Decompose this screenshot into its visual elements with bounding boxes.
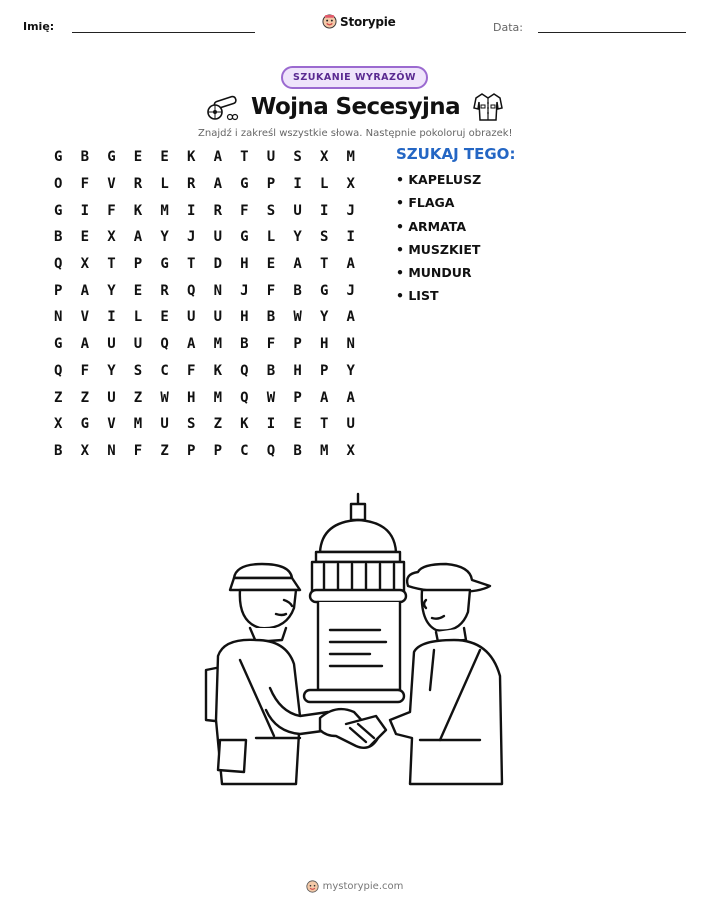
grid-letter[interactable]: A [293, 256, 302, 273]
instructions-text: Znajdź i zakreśl wszystkie słowa. Następnie pokoloruj obrazek! [198, 128, 513, 139]
grid-letter[interactable]: U [266, 149, 276, 166]
grid-letter[interactable]: Q [186, 282, 196, 299]
word-list-item: • FLAGA [396, 195, 455, 211]
grid-letter[interactable]: U [213, 229, 222, 246]
grid-letter[interactable]: Q [160, 336, 169, 353]
grid-letter[interactable]: C [160, 362, 169, 379]
grid-letter[interactable]: R [186, 176, 196, 193]
grid-letter[interactable]: X [80, 442, 90, 459]
grid-letter[interactable]: U [107, 336, 116, 353]
grid-letter[interactable]: Q [240, 389, 249, 406]
grid-letter[interactable]: M [213, 336, 222, 353]
grid-letter[interactable]: M [213, 389, 222, 406]
grid-letter[interactable]: Y [107, 362, 116, 379]
date-label: Data: [493, 21, 523, 34]
grid-letter[interactable]: M [160, 202, 169, 219]
grid-letter[interactable]: S [319, 229, 329, 246]
grid-letter[interactable]: I [107, 309, 116, 326]
grid-letter[interactable]: Q [266, 442, 276, 459]
grid-row [54, 411, 373, 438]
grid-letter[interactable]: G [319, 282, 329, 299]
grid-letter[interactable]: P [319, 362, 329, 379]
page-title: Wojna Secesyjna [251, 94, 460, 120]
grid-row [54, 224, 373, 251]
grid-letter[interactable]: G [107, 149, 116, 166]
grid-letter[interactable]: A [213, 149, 222, 166]
grid-letter[interactable]: P [54, 282, 63, 299]
grid-letter[interactable]: M [319, 442, 329, 459]
grid-letter[interactable]: Q [54, 362, 63, 379]
grid-letter[interactable]: E [266, 256, 276, 273]
grid-letter[interactable]: B [80, 149, 90, 166]
grid-letter[interactable]: U [293, 202, 302, 219]
date-line[interactable] [538, 32, 686, 33]
grid-row [54, 331, 373, 358]
cannon-icon [205, 93, 239, 121]
grid-letter[interactable]: X [319, 149, 329, 166]
grid-letter[interactable]: N [213, 282, 222, 299]
grid-letter[interactable]: G [54, 149, 63, 166]
word-list-item: • MUNDUR [396, 265, 472, 281]
grid-letter[interactable]: J [240, 282, 249, 299]
grid-letter[interactable]: A [80, 336, 90, 353]
grid-letter[interactable]: F [80, 176, 90, 193]
grid-letter[interactable]: B [54, 229, 63, 246]
grid-letter[interactable]: I [293, 176, 302, 193]
title-row [0, 92, 709, 122]
grid-letter[interactable]: X [107, 229, 116, 246]
grid-letter[interactable]: L [133, 309, 143, 326]
grid-letter[interactable]: D [213, 256, 222, 273]
grid-letter[interactable]: M [133, 416, 143, 433]
grid-letter[interactable]: P [186, 442, 196, 459]
grid-row [54, 197, 373, 224]
grid-letter[interactable]: T [319, 256, 329, 273]
grid-letter[interactable]: Z [213, 416, 222, 433]
grid-row [54, 384, 373, 411]
name-label: Imię: [23, 20, 55, 33]
grid-letter[interactable]: K [213, 362, 222, 379]
grid-letter[interactable]: B [266, 362, 276, 379]
grid-letter[interactable]: P [293, 389, 302, 406]
grid-letter[interactable]: I [319, 202, 329, 219]
grid-letter[interactable]: E [293, 416, 302, 433]
grid-letter[interactable]: H [293, 362, 302, 379]
grid-letter[interactable]: A [186, 336, 196, 353]
grid-letter[interactable]: W [160, 389, 169, 406]
grid-letter[interactable]: F [240, 202, 249, 219]
grid-letter[interactable]: B [293, 282, 302, 299]
grid-letter[interactable]: H [319, 336, 329, 353]
grid-letter[interactable]: A [80, 282, 90, 299]
grid-letter[interactable]: O [54, 176, 63, 193]
word-list-title: SZUKAJ TEGO: [396, 145, 516, 163]
grid-letter[interactable]: Z [133, 389, 143, 406]
grid-letter[interactable]: G [80, 416, 90, 433]
grid-letter[interactable]: J [346, 202, 355, 219]
coloring-illustration [200, 490, 510, 790]
grid-letter[interactable]: E [160, 149, 169, 166]
handshake-icon [320, 709, 386, 748]
grid-row [54, 171, 373, 198]
grid-letter[interactable]: S [186, 416, 196, 433]
grid-letter[interactable]: Y [160, 229, 169, 246]
grid-letter[interactable]: U [213, 309, 222, 326]
word-search-grid[interactable] [54, 144, 373, 464]
grid-letter[interactable]: U [186, 309, 196, 326]
grid-letter[interactable]: X [54, 416, 63, 433]
grid-row [54, 304, 373, 331]
uniform-shirt-icon [472, 92, 504, 122]
grid-letter[interactable]: B [266, 309, 276, 326]
grid-letter[interactable]: A [346, 389, 355, 406]
grid-letter[interactable]: E [133, 149, 143, 166]
grid-letter[interactable]: K [186, 149, 196, 166]
storypie-mascot-icon [306, 880, 319, 893]
grid-letter[interactable]: Y [346, 362, 355, 379]
grid-letter[interactable]: F [266, 336, 276, 353]
grid-letter[interactable]: M [346, 149, 355, 166]
grid-letter[interactable]: U [133, 336, 143, 353]
grid-letter[interactable]: R [160, 282, 169, 299]
grid-letter[interactable]: V [107, 416, 116, 433]
grid-letter[interactable]: Z [160, 442, 169, 459]
grid-letter[interactable]: G [240, 176, 249, 193]
grid-letter[interactable]: S [266, 202, 276, 219]
grid-letter[interactable]: K [133, 202, 143, 219]
grid-letter[interactable]: G [160, 256, 169, 273]
grid-letter[interactable]: E [160, 309, 169, 326]
grid-letter[interactable]: K [240, 416, 249, 433]
grid-letter[interactable]: H [240, 256, 249, 273]
grid-letter[interactable]: Y [319, 309, 329, 326]
grid-letter[interactable]: P [133, 256, 143, 273]
grid-letter[interactable]: L [266, 229, 276, 246]
grid-row [54, 438, 373, 465]
footer [306, 880, 404, 893]
grid-letter[interactable]: A [346, 256, 355, 273]
grid-letter[interactable]: N [107, 442, 116, 459]
grid-letter[interactable]: C [240, 442, 249, 459]
grid-letter[interactable]: X [80, 256, 90, 273]
grid-letter[interactable]: I [266, 416, 276, 433]
footer-url[interactable]: mystorypie.com [322, 881, 404, 892]
grid-row [54, 277, 373, 304]
grid-letter[interactable]: P [293, 336, 302, 353]
grid-letter[interactable]: P [266, 176, 276, 193]
scroll-document-icon [304, 590, 406, 702]
grid-letter[interactable]: G [240, 229, 249, 246]
grid-letter[interactable]: F [133, 442, 143, 459]
grid-letter[interactable]: R [213, 202, 222, 219]
grid-letter[interactable]: J [186, 229, 196, 246]
grid-letter[interactable]: A [133, 229, 143, 246]
grid-letter[interactable]: G [54, 336, 63, 353]
word-list-item: • MUSZKIET [396, 241, 481, 257]
grid-letter[interactable]: B [240, 336, 249, 353]
grid-letter[interactable]: R [133, 176, 143, 193]
grid-letter[interactable]: U [160, 416, 169, 433]
word-list-item: • KAPELUSZ [396, 172, 482, 187]
grid-letter[interactable]: X [346, 176, 355, 193]
grid-letter[interactable]: E [80, 229, 90, 246]
grid-letter[interactable]: U [107, 389, 116, 406]
name-line[interactable] [72, 32, 255, 33]
grid-letter[interactable]: A [346, 309, 355, 326]
grid-letter[interactable]: W [293, 309, 302, 326]
brand-logo [322, 14, 396, 29]
grid-letter[interactable]: W [266, 389, 276, 406]
grid-letter[interactable]: T [319, 416, 329, 433]
grid-letter[interactable]: T [107, 256, 116, 273]
grid-letter[interactable]: I [186, 202, 196, 219]
grid-letter[interactable]: B [54, 442, 63, 459]
grid-letter[interactable]: Y [107, 282, 116, 299]
grid-row [54, 144, 373, 171]
grid-letter[interactable]: I [346, 229, 355, 246]
grid-letter[interactable]: F [107, 202, 116, 219]
brand-name: Storypie [340, 14, 396, 29]
grid-letter[interactable]: X [346, 442, 355, 459]
grid-letter[interactable]: Z [54, 389, 63, 406]
grid-row [54, 251, 373, 278]
grid-letter[interactable]: Q [54, 256, 63, 273]
grid-letter[interactable]: L [319, 176, 329, 193]
grid-letter[interactable]: T [240, 149, 249, 166]
grid-letter[interactable]: Z [80, 389, 90, 406]
word-list-item: • LIST [396, 288, 439, 304]
activity-badge: SZUKANIE WYRAZÓW [281, 66, 428, 89]
grid-letter[interactable]: V [107, 176, 116, 193]
storypie-mascot-icon [322, 14, 337, 29]
grid-letter[interactable]: S [133, 362, 143, 379]
grid-letter[interactable]: B [293, 442, 302, 459]
grid-letter[interactable]: G [54, 202, 63, 219]
grid-letter[interactable]: N [54, 309, 63, 326]
word-list-item: • ARMATA [396, 218, 467, 234]
capitol-dome-icon [312, 494, 404, 592]
grid-letter[interactable]: I [80, 202, 90, 219]
grid-letter[interactable]: L [160, 176, 169, 193]
grid-letter[interactable]: A [213, 176, 222, 193]
grid-letter[interactable]: F [80, 362, 90, 379]
grid-letter[interactable]: V [80, 309, 90, 326]
grid-letter[interactable]: Y [293, 229, 302, 246]
grid-letter[interactable]: A [319, 389, 329, 406]
grid-letter[interactable]: H [240, 309, 249, 326]
grid-letter[interactable]: E [133, 282, 143, 299]
grid-letter[interactable]: T [186, 256, 196, 273]
grid-letter[interactable]: N [346, 336, 355, 353]
grid-letter[interactable]: F [266, 282, 276, 299]
grid-letter[interactable]: P [213, 442, 222, 459]
grid-letter[interactable]: F [186, 362, 196, 379]
grid-letter[interactable]: U [346, 416, 355, 433]
grid-letter[interactable]: J [346, 282, 355, 299]
grid-row [54, 358, 373, 385]
grid-letter[interactable]: Q [240, 362, 249, 379]
grid-letter[interactable]: S [293, 149, 302, 166]
word-list [396, 145, 515, 312]
grid-letter[interactable]: H [186, 389, 196, 406]
